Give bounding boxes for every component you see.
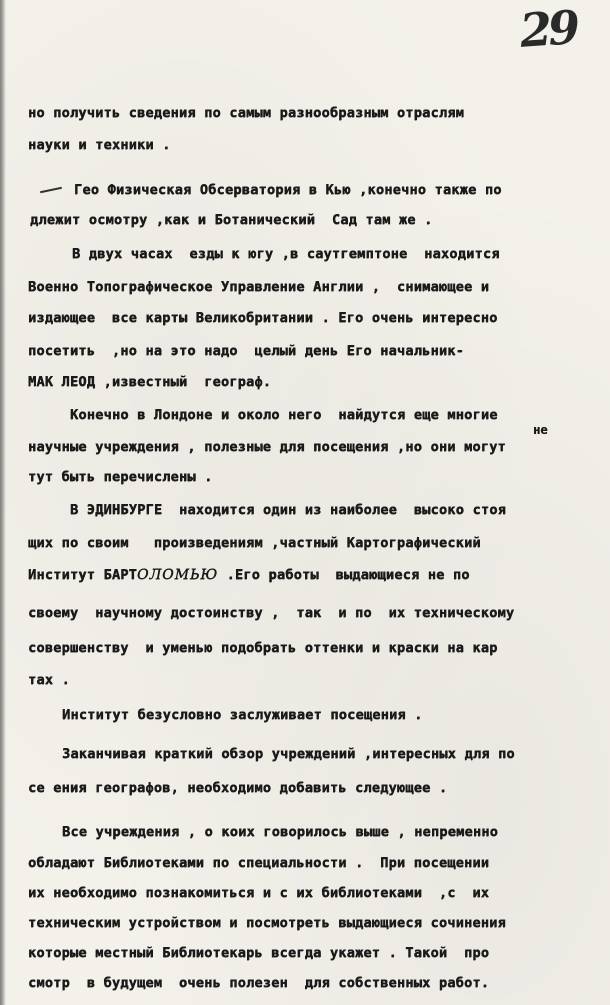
text-line-11: научные учреждения , полезные для посещения ,но они могут	[28, 439, 506, 455]
text-line-7: издающее все карты Великобритании . Его очень интересно	[28, 310, 498, 326]
text-line-8: посетить ,но на это надо целый день Его начальник-	[28, 343, 464, 359]
text-line-5: В двух часах езды к югу ,в саутгемптоне находится	[72, 246, 500, 262]
text-line-26: которые местный Библиотекарь всегда укажет . Такой про	[28, 945, 490, 961]
text-line-4: длежит осмотру ,как и Ботанический Сад там же .	[30, 212, 433, 228]
margin-dash-mark	[40, 187, 62, 194]
text-line-15	[28, 566, 470, 584]
text-line-6: Военно Топографическое Управление Англии , снимающее и	[28, 279, 490, 295]
text-line-25: техническим устройством и посмотреть выдающиеся сочинения	[28, 915, 506, 931]
text-line-22: Все учреждения , о коих говорилось выше , непременно	[62, 824, 498, 840]
text-line-9: МАК ЛЕОД ,известный географ.	[28, 374, 272, 390]
text-line-17: совершенству и уменью подобрать оттенки и краски на кар	[28, 640, 498, 656]
scan-edge-shadow	[0, 0, 6, 1005]
text-line-1: но получить сведения по самым разнообразным отраслям	[28, 105, 464, 121]
institute-line-rest: .Его работы выдающиеся не по	[218, 567, 470, 583]
text-line-16: своему научному достоинству , так и по их техническому	[28, 605, 515, 621]
text-line-20: Заканчивая краткий обзор учреждений ,интересных для по	[62, 746, 515, 762]
text-line-12: тут быть перечислены .	[28, 469, 213, 485]
text-line-23: обладают Библиотеками по специальности . При посещении	[28, 855, 490, 871]
text-line-27: смотр в будущем очень полезен для собственных работ.	[28, 975, 490, 991]
handwritten-insertion: не	[533, 423, 548, 437]
text-line-13: В ЭДИНБУРГЕ находится один из наиболее высоко стоя	[70, 502, 506, 518]
text-line-18: тах .	[28, 672, 70, 688]
text-line-14: щих по своим произведениям ,частный Картографический	[28, 535, 481, 551]
text-line-19: Институт безусловно заслуживает посещения .	[62, 707, 423, 723]
text-line-2: науки и техники .	[28, 137, 171, 153]
text-line-3: Гео Физическая Обсерватория в Кью ,конечно также по	[74, 182, 502, 198]
text-line-24: их необходимо познакомиться и с их библиотеками ,с их	[28, 885, 490, 901]
page-number: 29	[518, 0, 578, 58]
institute-label: Институт БАРТ	[28, 567, 137, 583]
text-line-21: се ения географов, необходимо добавить следующее .	[28, 780, 448, 796]
text-line-10: Конечно в Лондоне и около него найдутся еще многие	[70, 407, 498, 423]
handwritten-name: ОЛОМЬЮ	[137, 567, 219, 583]
